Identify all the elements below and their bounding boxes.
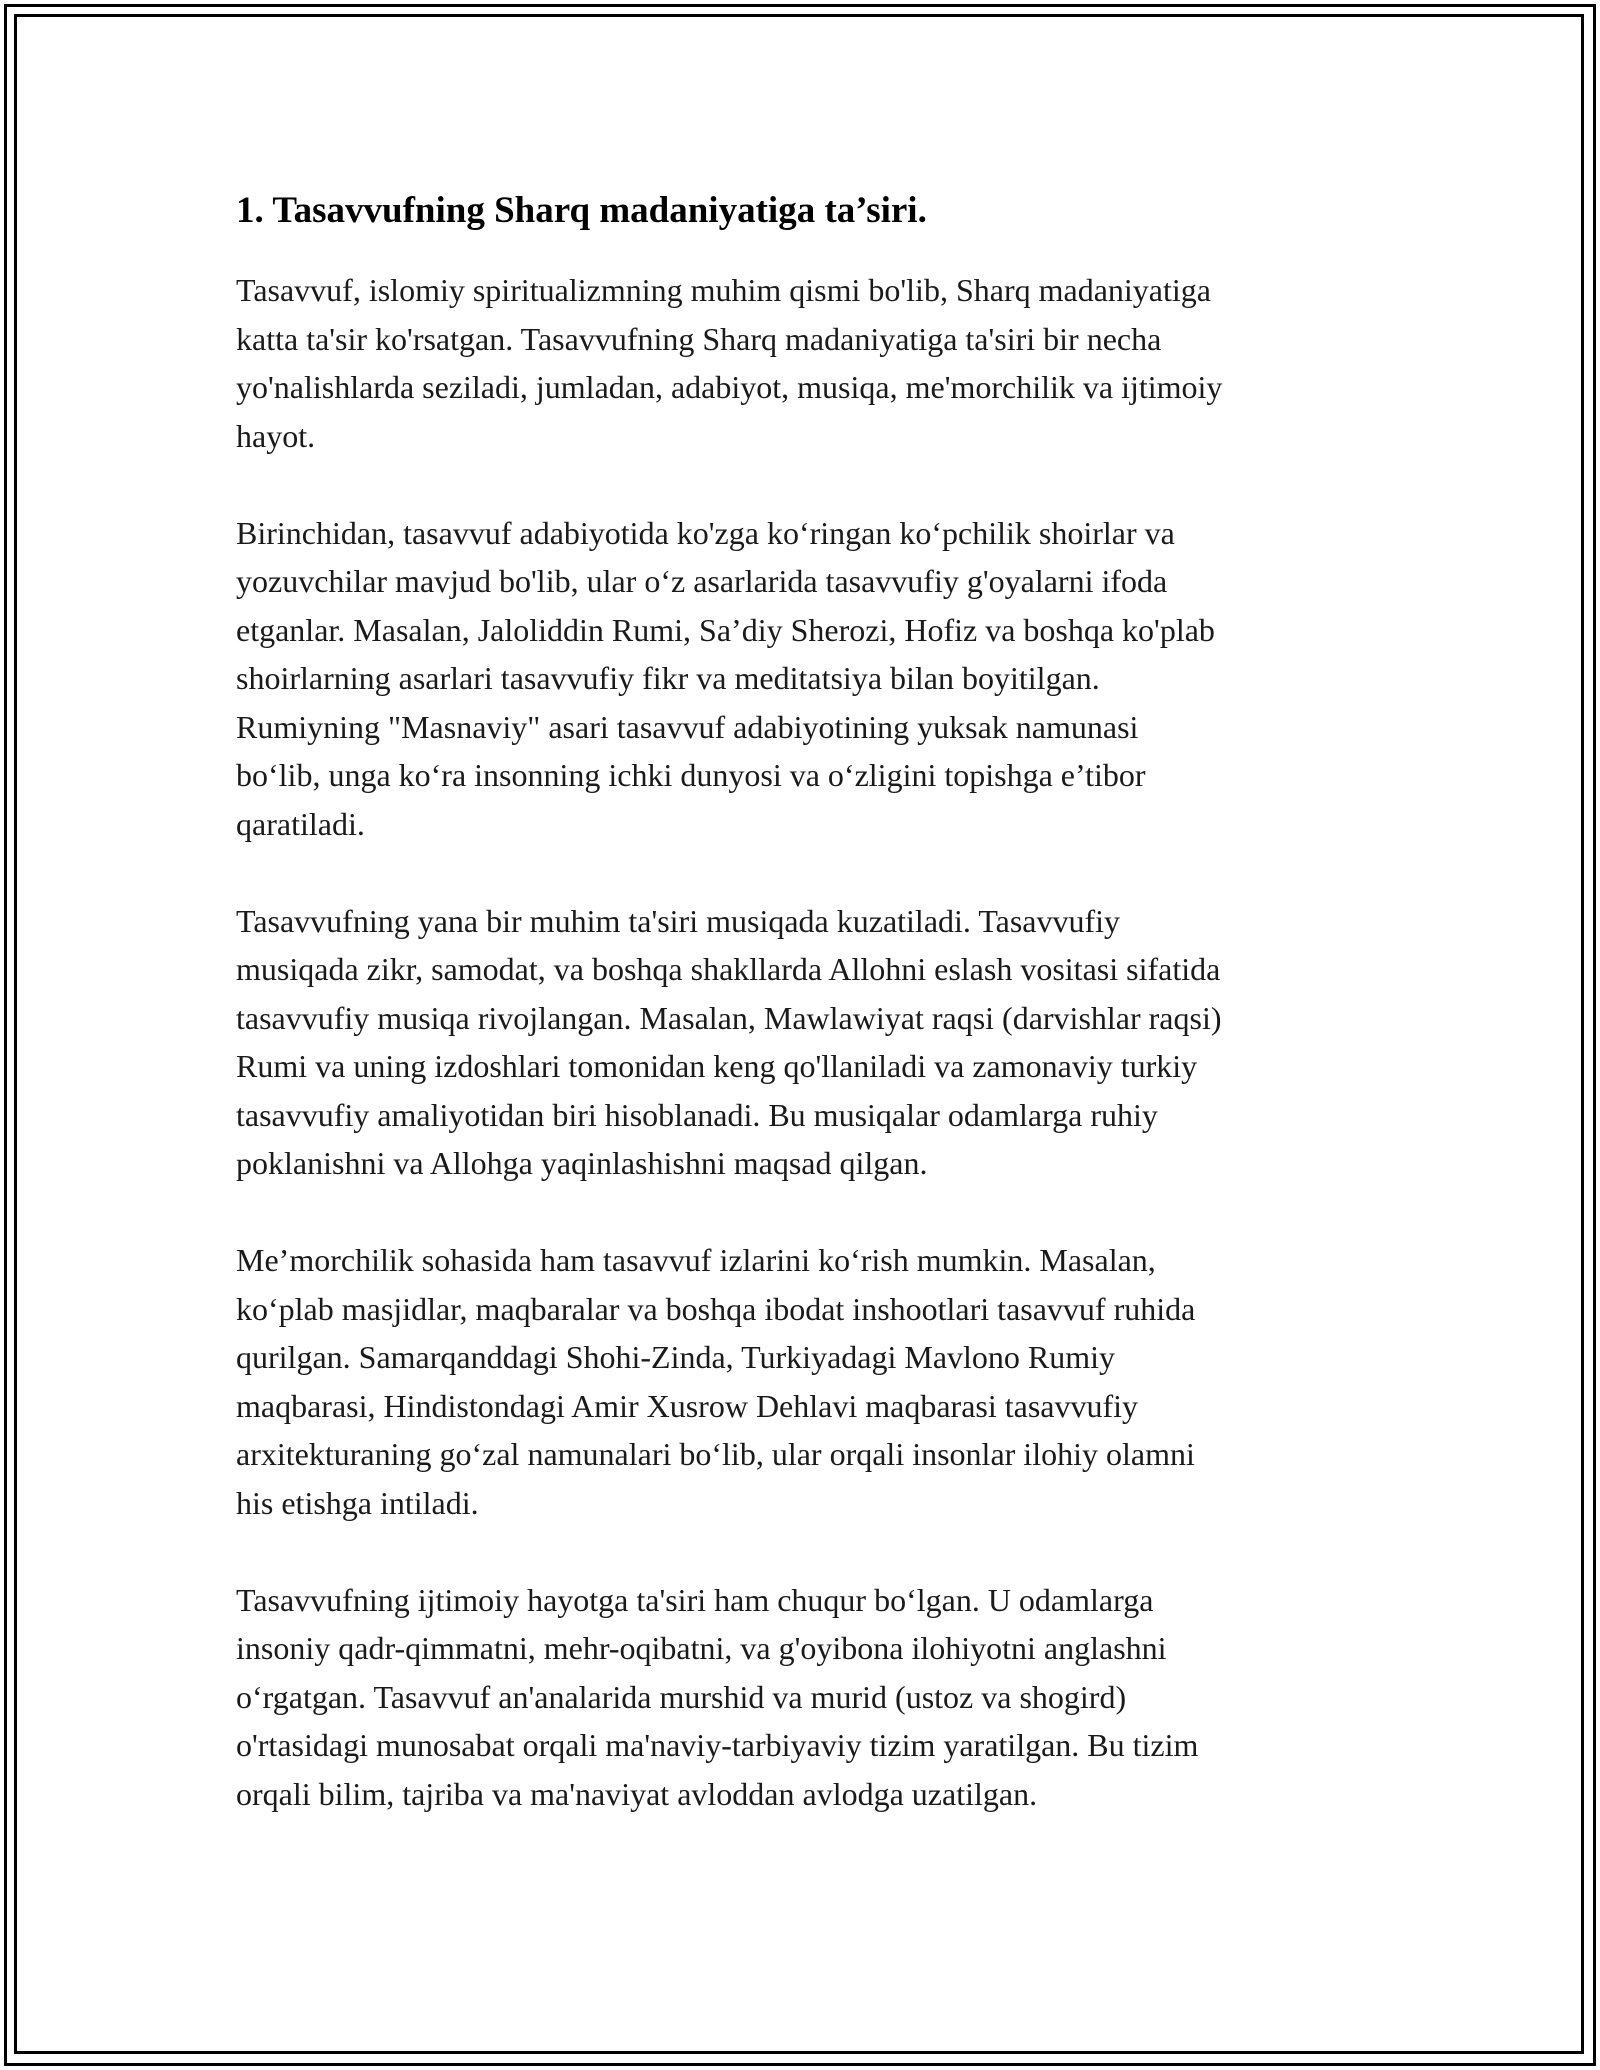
document-title: 1. Tasavvufning Sharq madaniyatiga ta’siri. [236,190,927,231]
document-body [236,186,1376,1867]
paragraph-architecture: Me’morchilik sohasida ham tasavvuf izlarini ko‘rish mumkin. Masalan, ko‘plab masjidlar, maqbaralar va boshqa ibodat inshootlari tasavvuf ruhida qurilgan. Samarqanddagi Shohi-Zinda, Turkiyadagi Mavlono Rumiy maqbarasi, Hindistondagi Amir Xusrow Dehlavi maqbarasi tasavvufiy arxitekturaning go‘zal namunalari bo‘lib, ular orqali insonlar ilohiy olamni his etishga intiladi. [236,1242,1196,1521]
paragraph-intro: Tasavvuf, islomiy spiritualizmning muhim qismi bo'lib, Sharq madaniyatiga katta ta'sir ko'rsatgan. Tasavvufning Sharq madaniyatiga ta'siri bir necha yo'nalishlarda seziladi, jumladan, adabiyot, musiqa, me'morchilik va ijtimoiy hayot. [236,272,1223,454]
paragraph-literature: Birinchidan, tasavvuf adabiyotida ko'zga ko‘ringan ko‘pchilik shoirlar va yozuvchilar mavjud bo'lib, ular o‘z asarlarida tasavvufiy g'oyalarni ifoda etganlar. Masalan, Jaloliddin Rumi, Sa’diy Sherozi, Hofiz va boshqa ko'plab shoirlarning asarlari tasavvufiy fikr va meditatsiya bilan boyitilgan. Rumiyning "Masnaviy" asari tasavvuf adabiyotining yuksak namunasi bo‘lib, unga ko‘ra insonning ichki dunyosi va o‘zligini topishga e’tibor qaratiladi. [236,514,1215,842]
paragraph-music: Tasavvufning yana bir muhim ta'siri musiqada kuzatiladi. Tasavvufiy musiqada zikr, samodat, va boshqa shakllarda Allohni eslash vositasi sifatida tasavvufiy musiqa rivojlangan. Masalan, Mawlawiyat raqsi (darvishlar raqsi) Rumi va uning izdoshlari tomonidan keng qo'llaniladi va zamonaviy turkiy tasavvufiy amaliyotidan biri hisoblanadi. Bu musiqalar odamlarga ruhiy poklanishni va Allohga yaqinlashishni maqsad qilgan. [236,902,1222,1181]
paragraph-social-life: Tasavvufning ijtimoiy hayotga ta'siri ham chuqur bo‘lgan. U odamlarga insoniy qadr-qimmatni, mehr-oqibatni, va g'oyibona ilohiyotni anglashni o‘rgatgan. Tasavvuf an'analarida murshid va murid (ustoz va shogird) o'rtasidagi munosabat orqali ma'naviy-tarbiyaviy tizim yaratilgan. Bu tizim orqali bilim, tajriba va ma'naviyat avloddan avlodga uzatilgan. [236,1581,1199,1812]
